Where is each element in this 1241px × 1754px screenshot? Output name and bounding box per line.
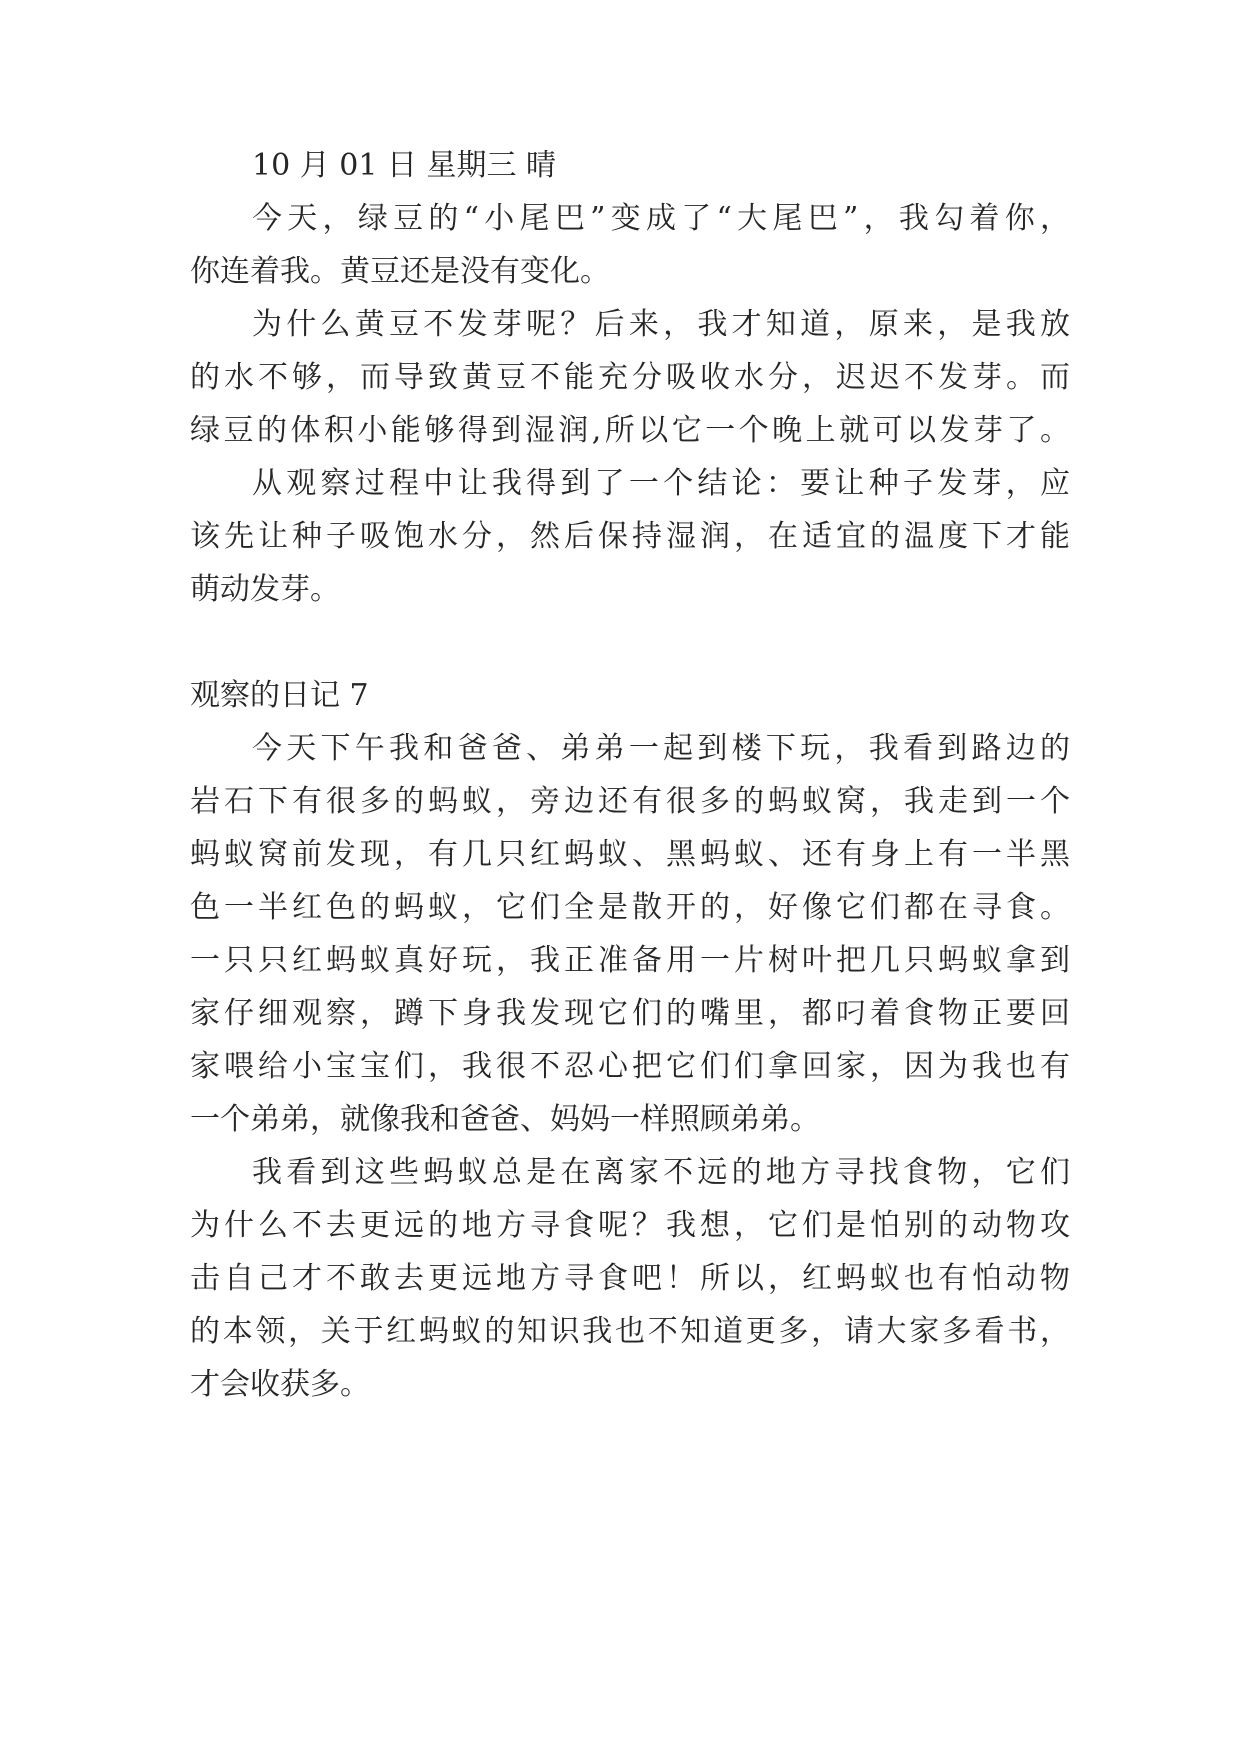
- paragraph-line: 岩石下有很多的蚂蚁，旁边还有很多的蚂蚁窝，我走到一个: [190, 784, 1070, 819]
- paragraph-line: 该先让种子吸饱水分，然后保持湿润，在适宜的温度下才能: [190, 519, 1070, 554]
- paragraph-line: 今天，绿豆的“小尾巴”变成了“大尾巴”，我勾着你，: [252, 201, 1070, 236]
- paragraph-line: 从观察过程中让我得到了一个结论：要让种子发芽，应: [252, 466, 1070, 501]
- paragraph-line: 我看到这些蚂蚁总是在离家不远的地方寻找食物，它们: [252, 1155, 1070, 1190]
- diary-date-line: 10 月 01 日 星期三 晴: [252, 148, 557, 183]
- paragraph-line: 一个弟弟，就像我和爸爸、妈妈一样照顾弟弟。: [190, 1102, 820, 1137]
- paragraph-line: 今天下午我和爸爸、弟弟一起到楼下玩，我看到路边的: [252, 731, 1070, 766]
- paragraph-line: 你连着我。黄豆还是没有变化。: [190, 254, 610, 289]
- paragraph-line: 的本领，关于红蚂蚁的知识我也不知道更多，请大家多看书，: [190, 1314, 1070, 1349]
- paragraph-line: 家仔细观察，蹲下身我发现它们的嘴里，都叼着食物正要回: [190, 996, 1070, 1031]
- paragraph-line: 一只只红蚂蚁真好玩，我正准备用一片树叶把几只蚂蚁拿到: [190, 943, 1070, 978]
- paragraph-line: 萌动发芽。: [190, 572, 340, 607]
- paragraph-line: 为什么黄豆不发芽呢？后来，我才知道，原来，是我放: [252, 307, 1070, 342]
- paragraph-line: 为什么不去更远的地方寻食呢？我想，它们是怕别的动物攻: [190, 1208, 1070, 1243]
- paragraph-line: 击自己才不敢去更远地方寻食吧！所以，红蚂蚁也有怕动物: [190, 1261, 1070, 1296]
- paragraph-line: 蚂蚁窝前发现，有几只红蚂蚁、黑蚂蚁、还有身上有一半黑: [190, 837, 1070, 872]
- paragraph-line: 色一半红色的蚂蚁，它们全是散开的，好像它们都在寻食。: [190, 890, 1070, 925]
- paragraph-line: 的水不够，而导致黄豆不能充分吸收水分，迟迟不发芽。而: [190, 360, 1070, 395]
- paragraph-line: 绿豆的体积小能够得到湿润,所以它一个晚上就可以发芽了。: [190, 413, 1070, 448]
- paragraph-line: 才会收获多。: [190, 1367, 370, 1402]
- paragraph-line: 家喂给小宝宝们，我很不忍心把它们们拿回家，因为我也有: [190, 1049, 1070, 1084]
- diary-title: 观察的日记 7: [190, 678, 369, 713]
